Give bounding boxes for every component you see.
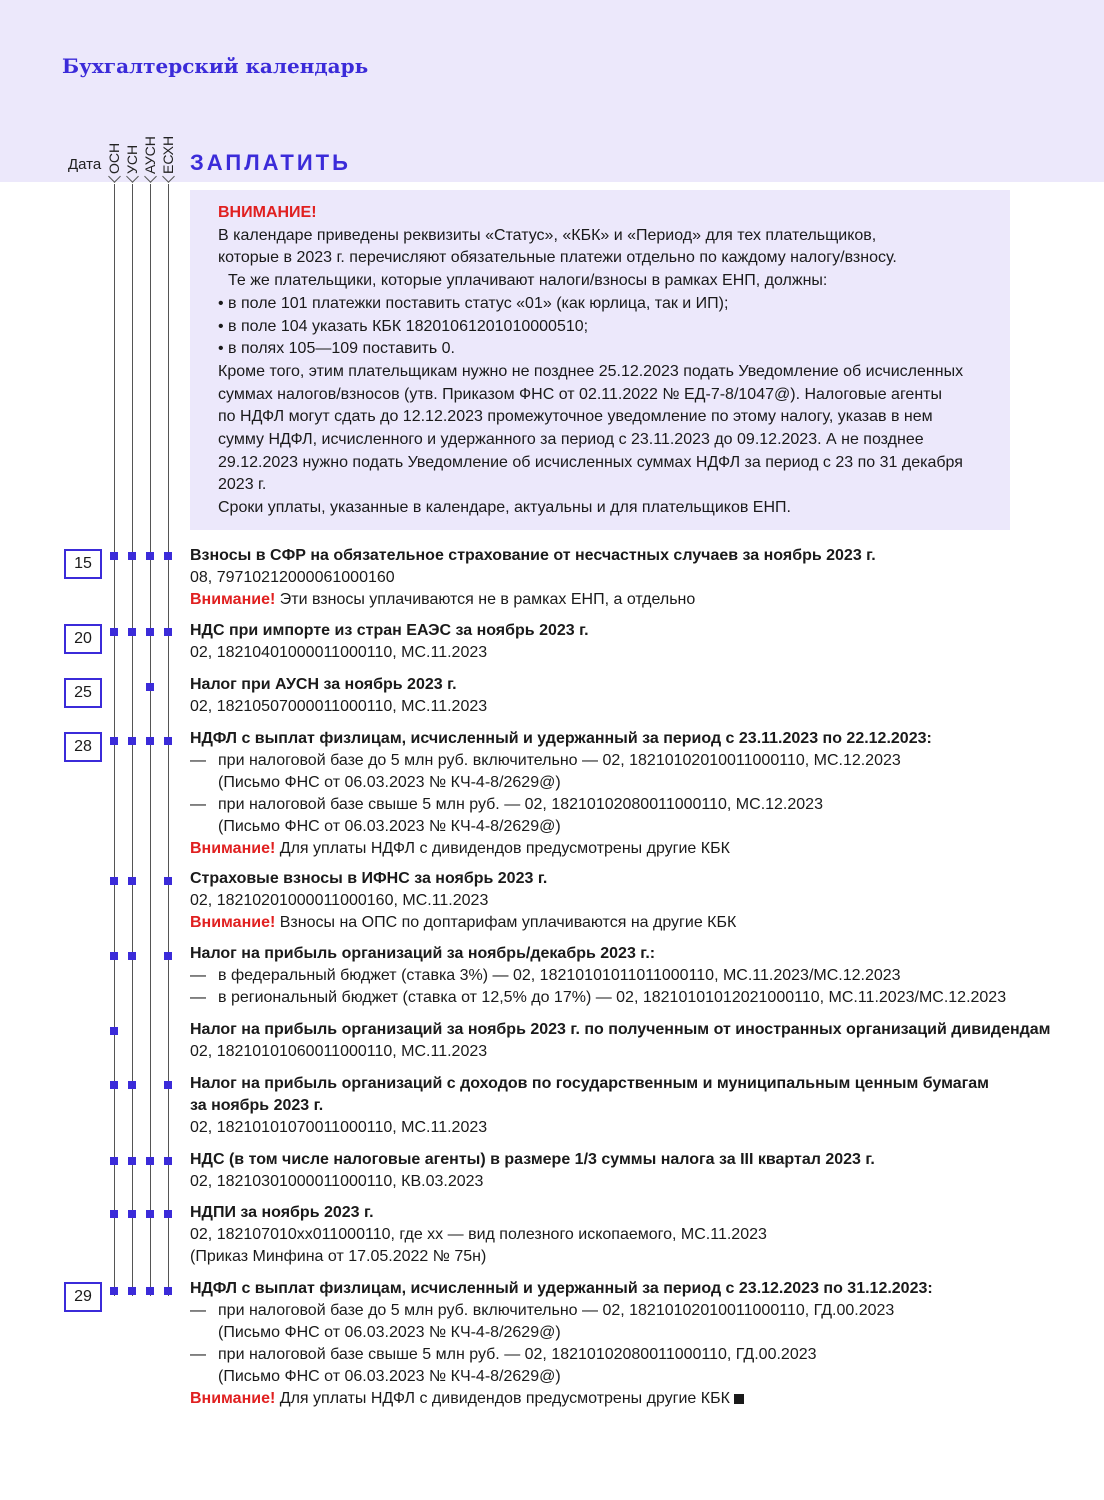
notice-line: сумму НДФЛ, исчисленного и удержанного за период с 23.11.2023 до 09.12.2023. А не позднее: [218, 431, 924, 449]
page-header-title: Бухгалтерский календарь: [62, 54, 369, 78]
entry-line: при налоговой базе до 5 млн руб. включительно — 02, 18210102010011000110, ГД.00.2023: [218, 1302, 895, 1319]
payment-entry: [190, 620, 589, 664]
entry-line: (Письмо ФНС от 06.03.2023 № КЧ-4-8/2629@): [218, 774, 561, 791]
entry-line: 02, 18210101060011000110, МС.11.2023: [190, 1043, 488, 1060]
entry-warning-label: Внимание!: [190, 914, 276, 931]
entry-dash: —: [190, 967, 206, 984]
date-box-29: 29: [64, 1282, 102, 1312]
entry-dash: —: [190, 796, 206, 813]
entry-line: (Письмо ФНС от 06.03.2023 № КЧ-4-8/2629@): [218, 818, 561, 835]
entry-title: НДПИ за ноябрь 2023 г.: [190, 1204, 374, 1221]
payment-entry: [190, 868, 736, 934]
payment-entry: [190, 728, 932, 860]
end-of-section-mark: [734, 1394, 744, 1404]
payment-entry: [190, 545, 876, 611]
entry-line: в федеральный бюджет (ставка 3%) — 02, 18210101011011000110, МС.11.2023/МС.12.2023: [218, 967, 901, 984]
notice-bullet: • в поле 104 указать КБК 18201061201010000510;: [218, 317, 589, 335]
entry-title: Налог на прибыль организаций за ноябрь/декабрь 2023 г.:: [190, 945, 656, 962]
entry-title: НДС при импорте из стран ЕАЭС за ноябрь 2023 г.: [190, 622, 589, 639]
entry-warning-text: Для уплаты НДФЛ с дивидендов предусмотрены другие КБК: [275, 1390, 730, 1407]
entry-dash: —: [190, 752, 206, 769]
entry-dash: —: [190, 1346, 206, 1363]
entry-warning-text: Эти взносы уплачиваются не в рамках ЕНП, а отдельно: [275, 591, 696, 608]
entry-title: Налог при АУСН за ноябрь 2023 г.: [190, 676, 457, 693]
entry-title: Взносы в СФР на обязательное страхование от несчастных случаев за ноябрь 2023 г.: [190, 547, 876, 564]
column-ausn-label: АУСН: [142, 136, 158, 174]
notice-line: по НДФЛ могут сдать до 12.12.2023 промежуточное уведомление по этому налогу, указав в нем: [218, 408, 933, 426]
date-box-25: 25: [64, 678, 102, 708]
entry-line: 02, 18210507000011000110, МС.11.2023: [190, 698, 488, 715]
notice-line: 29.12.2023 нужно подать Уведомление об исчисленных суммах НДФЛ за период с 23 по 31 декабря: [218, 453, 963, 471]
notice-line: суммах налогов/взносов (утв. Приказом ФНС от 02.11.2022 № ЕД-7-8/1047@). Налоговые агенты: [218, 385, 942, 403]
notice-line: Те же плательщики, которые уплачивают налоги/взносы в рамках ЕНП, должны:: [228, 272, 828, 290]
entry-dash: —: [190, 1302, 206, 1319]
entry-title: НДФЛ с выплат физлицам, исчисленный и удержанный за период с 23.12.2023 по 31.12.2023:: [190, 1280, 933, 1297]
column-eshn-label: ЕСХН: [160, 135, 176, 174]
column-usn-label: УСН: [124, 144, 140, 174]
payment-entry: [190, 1202, 767, 1268]
entry-title: НДФЛ с выплат физлицам, исчисленный и удержанный за период с 23.11.2023 по 22.12.2023:: [190, 730, 932, 747]
payment-entry: [190, 1149, 875, 1193]
entry-warning-label: Внимание!: [190, 840, 276, 857]
notice-line: которые в 2023 г. перечисляют обязательные платежи отдельно по каждому налогу/взносу.: [218, 249, 897, 267]
entry-title: Страховые взносы в ИФНС за ноябрь 2023 г.: [190, 870, 548, 887]
entry-line: (Письмо ФНС от 06.03.2023 № КЧ-4-8/2629@): [218, 1368, 561, 1385]
payment-entry: [190, 1278, 933, 1410]
payment-entry: [190, 674, 487, 718]
notice-line: Кроме того, этим плательщикам нужно не позднее 25.12.2023 подать Уведомление об исчисленных: [218, 362, 964, 380]
entry-title: Налог на прибыль организаций с доходов по государственным и муниципальным ценным бумагам: [190, 1075, 990, 1092]
column-osn-label: ОСН: [106, 142, 122, 174]
entry-warning-text: Взносы на ОПС по доптарифам уплачиваются на другие КБК: [275, 914, 737, 931]
notice-line: Сроки уплаты, указанные в календаре, актуальны и для плательщиков ЕНП.: [218, 499, 791, 517]
entry-line: 02, 18210401000011000110, МС.11.2023: [190, 644, 488, 661]
entry-line: (Приказ Минфина от 17.05.2022 № 75н): [190, 1248, 487, 1265]
payment-entry: [190, 1019, 1051, 1063]
column-date-label: Дата: [68, 156, 102, 173]
payment-entry: [190, 1073, 989, 1139]
entry-line: 02, 182107010xx011000110, где xx — вид полезного ископаемого, МС.11.2023: [190, 1226, 767, 1243]
date-box-20: 20: [64, 624, 102, 654]
entry-line: в региональный бюджет (ставка от 12,5% до 17%) — 02, 18210101012021000110, МС.11.2023/МС.12.2023: [218, 989, 1007, 1006]
payment-entry: [190, 943, 1006, 1009]
entry-line: при налоговой базе свыше 5 млн руб. — 02, 18210102080011000110, МС.12.2023: [218, 796, 823, 813]
entry-line: 02, 18210101070011000110, МС.11.2023: [190, 1119, 488, 1136]
section-title: ЗАПЛАТИТЬ: [190, 150, 351, 175]
notice-heading: ВНИМАНИЕ!: [218, 204, 317, 221]
entry-title-continued: за ноябрь 2023 г.: [190, 1097, 324, 1114]
entry-dash: —: [190, 989, 206, 1006]
entry-line: 02, 18210301000011000110, КВ.03.2023: [190, 1173, 484, 1190]
entry-line: при налоговой базе свыше 5 млн руб. — 02, 18210102080011000110, ГД.00.2023: [218, 1346, 817, 1363]
notice-bullet: • в поле 101 платежки поставить статус «01» (как юрлица, так и ИП);: [218, 294, 729, 312]
notice-line: В календаре приведены реквизиты «Статус», «КБК» и «Период» для тех плательщиков,: [218, 226, 877, 244]
entry-warning-label: Внимание!: [190, 591, 276, 608]
date-box-15: 15: [64, 549, 102, 579]
date-box-28: 28: [64, 732, 102, 762]
entry-warning-label: Внимание!: [190, 1390, 276, 1407]
entry-warning-text: Для уплаты НДФЛ с дивидендов предусмотрены другие КБК: [275, 840, 730, 857]
notice-line: 2023 г.: [218, 476, 267, 494]
entry-line: 02, 18210201000011000160, МС.11.2023: [190, 892, 489, 909]
notice-bullet: • в полях 105—109 поставить 0.: [218, 340, 455, 358]
entry-line: (Письмо ФНС от 06.03.2023 № КЧ-4-8/2629@): [218, 1324, 561, 1341]
entry-line: при налоговой базе до 5 млн руб. включительно — 02, 18210102010011000110, МС.12.2023: [218, 752, 901, 769]
entry-title: НДС (в том числе налоговые агенты) в размере 1/3 суммы налога за III квартал 2023 г.: [190, 1151, 875, 1168]
entry-title: Налог на прибыль организаций за ноябрь 2023 г. по полученным от иностранных организаций дивидендам: [190, 1021, 1051, 1038]
entry-line: 08, 79710212000061000160: [190, 569, 395, 586]
